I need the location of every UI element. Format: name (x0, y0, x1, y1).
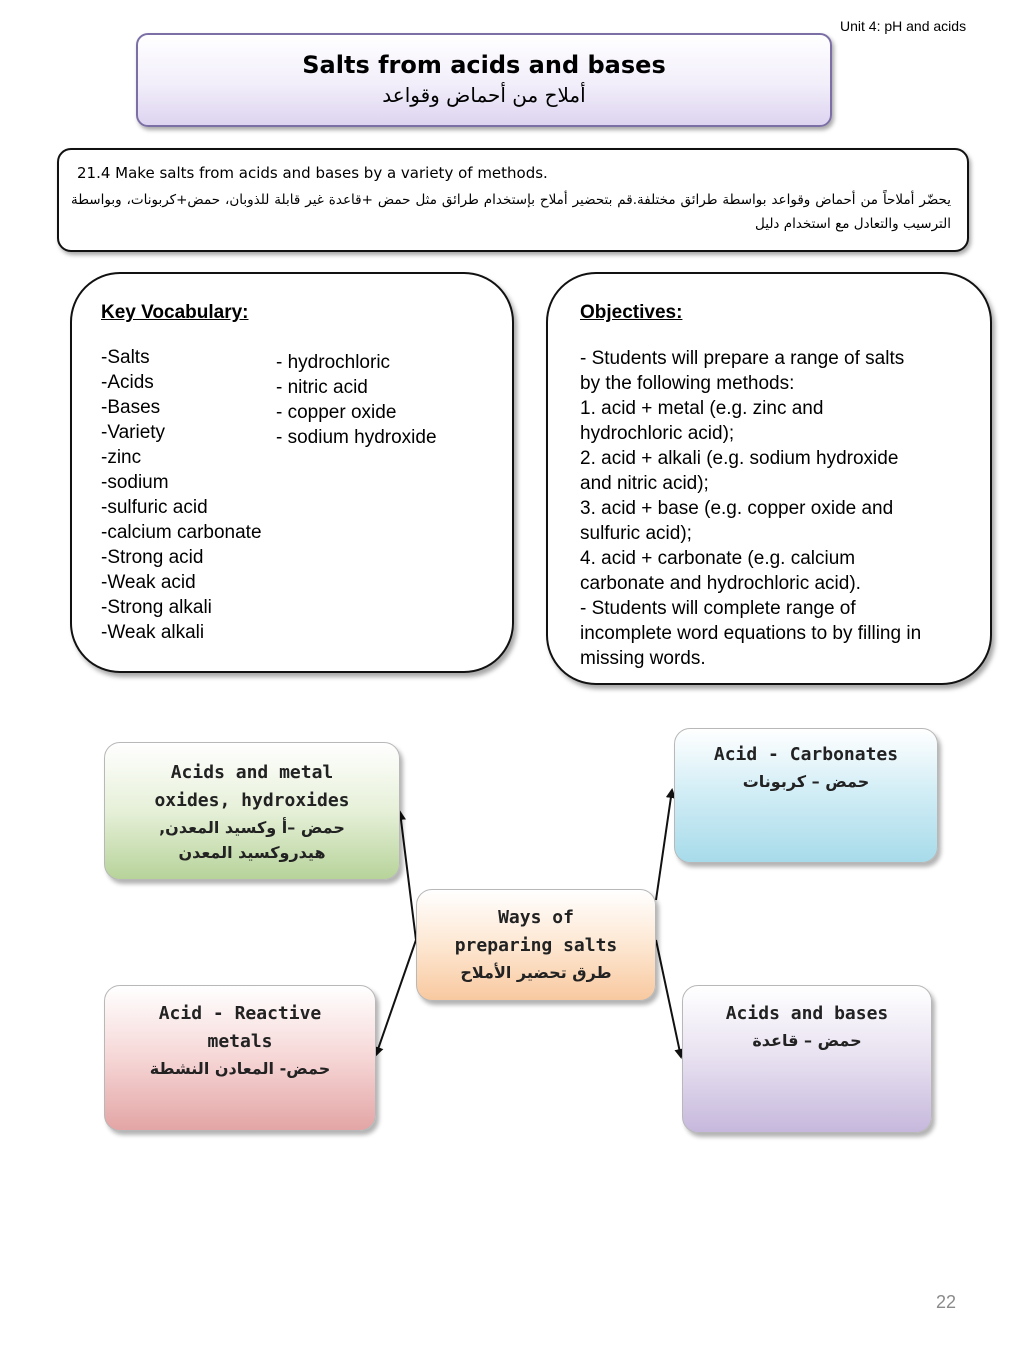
vocab-item: -Weak acid (101, 572, 196, 593)
objective-line: carbonate and hydrochloric acid). (580, 573, 861, 594)
node-label: Acids and bases (725, 1003, 889, 1024)
objective-line: missing words. (580, 648, 706, 669)
node-ways-of-preparing-salts (416, 889, 656, 1001)
node-label: preparing salts (454, 935, 618, 956)
page-number: 22 (936, 1292, 957, 1312)
objective-line: 4. acid + carbonate (e.g. calcium (580, 548, 856, 569)
learning-outcome-english: 21.4 Make salts from acids and bases by a variety of methods. (77, 164, 548, 182)
node-acids-and-bases (682, 985, 932, 1133)
vocab-item: -Strong alkali (101, 597, 212, 618)
objective-line: hydrochloric acid); (580, 423, 735, 444)
vocab-item: - nitric acid (276, 377, 368, 398)
page-title-arabic: أملاح من أحماض وقواعد (382, 83, 586, 107)
vocab-item: - copper oxide (276, 402, 397, 423)
node-acid-carbonates (674, 728, 938, 863)
arrow-to-bottom-left (376, 940, 416, 1055)
node-label-arabic: حمض – قاعدة (752, 1031, 862, 1050)
objective-line: by the following methods: (580, 373, 795, 394)
objective-line: 3. acid + base (e.g. copper oxide and (580, 498, 894, 519)
node-label: metals (207, 1031, 273, 1052)
arrow-to-top-right (656, 790, 672, 900)
vocab-item: -Acids (101, 372, 154, 393)
objective-line: incomplete word equations to by filling in (580, 623, 922, 644)
learning-outcome-arabic: يحضّر أملاحاً من أحماض وقواعد بواسطة طرائق مختلفة.قم بتحضير أملاح بإستخدام طرائق مثل حمض +قاعدة غير قابلة للذوبان، حمض+كربونات، وبواسطة الترسيب والتعادل مع استخدام دليل (71, 192, 951, 232)
unit-label: Unit 4: pH and acids (840, 18, 967, 34)
objective-line: - Students will prepare a range of salts (580, 348, 905, 369)
arrow-to-top-left (400, 812, 416, 940)
node-label: Acids and metal (170, 762, 334, 783)
key-vocabulary-heading: Key Vocabulary: (101, 302, 249, 323)
node-label: Acid - Reactive (158, 1003, 322, 1024)
objective-line: - Students will complete range of (580, 598, 856, 619)
vocab-item: -sulfuric acid (101, 497, 208, 518)
node-label: oxides, hydroxides (154, 790, 350, 811)
vocab-item: -Variety (101, 422, 166, 443)
vocab-item: -Bases (101, 397, 161, 418)
arrow-to-bottom-right (656, 940, 681, 1057)
objective-line: 2. acid + alkali (e.g. sodium hydroxide (580, 448, 899, 469)
objective-line: sulfuric acid); (580, 523, 692, 544)
objective-line: and nitric acid); (580, 473, 709, 494)
objective-line: 1. acid + metal (e.g. zinc and (580, 398, 824, 419)
vocab-item: -sodium (101, 472, 169, 493)
objectives-heading: Objectives: (580, 302, 683, 323)
vocab-item: -calcium carbonate (101, 522, 262, 543)
node-label-arabic: حمض – كربونات (742, 772, 870, 791)
vocab-item: - sodium hydroxide (276, 427, 437, 448)
node-label: Acid - Carbonates (713, 744, 899, 765)
vocab-item: -Salts (101, 347, 150, 368)
node-label-arabic: حمض- المعادن النشطة (149, 1059, 331, 1078)
node-acid-reactive-metals (104, 985, 376, 1131)
node-label-arabic: هيدروكسيد المعدن (178, 843, 326, 862)
vocab-item: - hydrochloric (276, 352, 391, 373)
node-label-arabic: حمض –أ وكسيد المعدن, (159, 818, 345, 837)
node-label-arabic: طرق تحضير الأملاح (460, 963, 612, 982)
vocab-item: -Strong acid (101, 547, 204, 568)
vocab-item: -zinc (101, 447, 142, 468)
page-title: Salts from acids and bases (302, 51, 666, 79)
node-label: Ways of (498, 907, 574, 928)
vocab-item: -Weak alkali (101, 622, 205, 643)
node-acids-metal-oxides (104, 742, 400, 880)
